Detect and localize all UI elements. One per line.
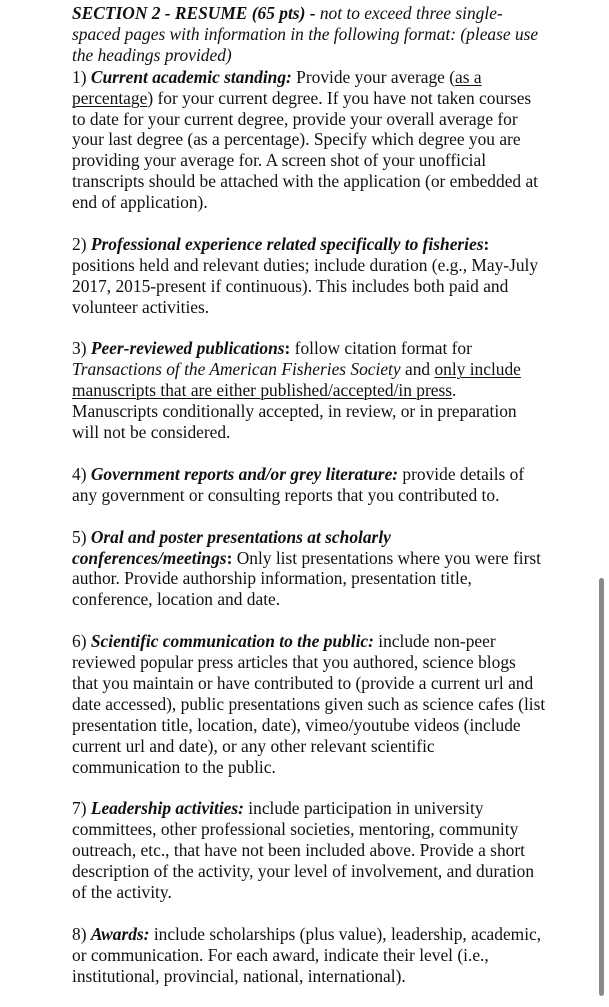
item-number: 5) (72, 526, 91, 547)
item-text: ) for your current degree. If you have not taken courses to date for your current degree, provide your overall average for your last degree (as a percentage). Specify which degree you are providing your average for. A screen shot of your unofficial transcripts should be attached with the application (or embedded at end of application). (72, 87, 539, 213)
item-text: provide details of any government or consulting reports that you contributed to. (72, 463, 525, 505)
item-number: 6) (72, 631, 91, 652)
item-text: positions held and relevant duties; include duration (e.g., May-July 2017, 2015-present if continuous). This includes both paid and volunteer activities. (72, 254, 539, 317)
item-text: include participation in university committees, other professional societies, mentoring, community outreach, etc., that have not been included above. Provide a short description of the activity, your level of involvement, and duration of the activity. (72, 798, 535, 902)
resume-item-publications (72, 338, 546, 443)
item-number: 4) (72, 463, 91, 484)
underlined-text: as a percentage (72, 66, 482, 108)
item-heading: Awards: (90, 923, 150, 944)
item-text: Only list presentations where you were first author. Provide authorship information, presentation title, conference, location and date. (72, 547, 541, 610)
section-subtitle: not to exceed three single-spaced pages with information in the following format: (please use the headings provided) (72, 3, 539, 65)
vertical-scrollbar-thumb[interactable] (599, 578, 604, 996)
item-heading-colon: : (483, 233, 490, 254)
underlined-text: only include manuscripts that are either published/accepted/in press (72, 359, 521, 401)
item-heading: Peer-reviewed publications (90, 338, 285, 359)
resume-item-leadership (72, 798, 546, 903)
resume-item-government-reports (72, 464, 546, 506)
resume-item-presentations (72, 527, 546, 611)
item-heading: Professional experience related specifically to fisheries (90, 233, 484, 254)
item-number: 1) (72, 66, 91, 87)
journal-name: Transactions of the American Fisheries Society (72, 359, 401, 380)
item-heading: Government reports and/or grey literature: (90, 463, 399, 484)
item-heading: Leadership activities: (90, 798, 244, 819)
item-number: 7) (72, 798, 91, 819)
item-heading: Oral and poster presentations at scholarly conferences/meetings (72, 526, 391, 568)
resume-item-awards (72, 924, 546, 987)
resume-item-professional-experience (72, 234, 546, 318)
item-text: follow citation format for (290, 338, 472, 359)
item-heading-colon: : (284, 338, 291, 359)
section-heading (72, 3, 546, 66)
document-page (72, 3, 546, 1007)
resume-item-academic-standing (72, 67, 546, 213)
item-text: Provide your average ( (291, 66, 456, 87)
item-heading: Current academic standing: (90, 66, 292, 87)
item-number: 3) (72, 338, 91, 359)
item-heading: Scientific communication to the public: (90, 631, 374, 652)
item-number: 2) (72, 233, 91, 254)
item-text: and (400, 359, 435, 380)
item-number: 8) (72, 923, 91, 944)
resume-item-science-communication (72, 631, 546, 777)
item-text: include non-peer reviewed popular press articles that you authored, science blogs that you maintain or have contributed to (provide a current url and date accessed), public presentations given such as science cafes (list presentation title, location, date), vimeo/youtube videos (include current url and date), or any other relevant scientific communication to the public. (72, 631, 546, 777)
item-text: include scholarships (plus value), leadership, academic, or communication. For each award, indicate their level (i.e., institutional, provincial, national, international). (72, 923, 542, 986)
item-heading-colon: : (226, 547, 233, 568)
item-text: . Manuscripts conditionally accepted, in review, or in preparation will not be considered. (72, 380, 517, 443)
section-title: SECTION 2 - RESUME (65 pts) - (72, 3, 316, 23)
